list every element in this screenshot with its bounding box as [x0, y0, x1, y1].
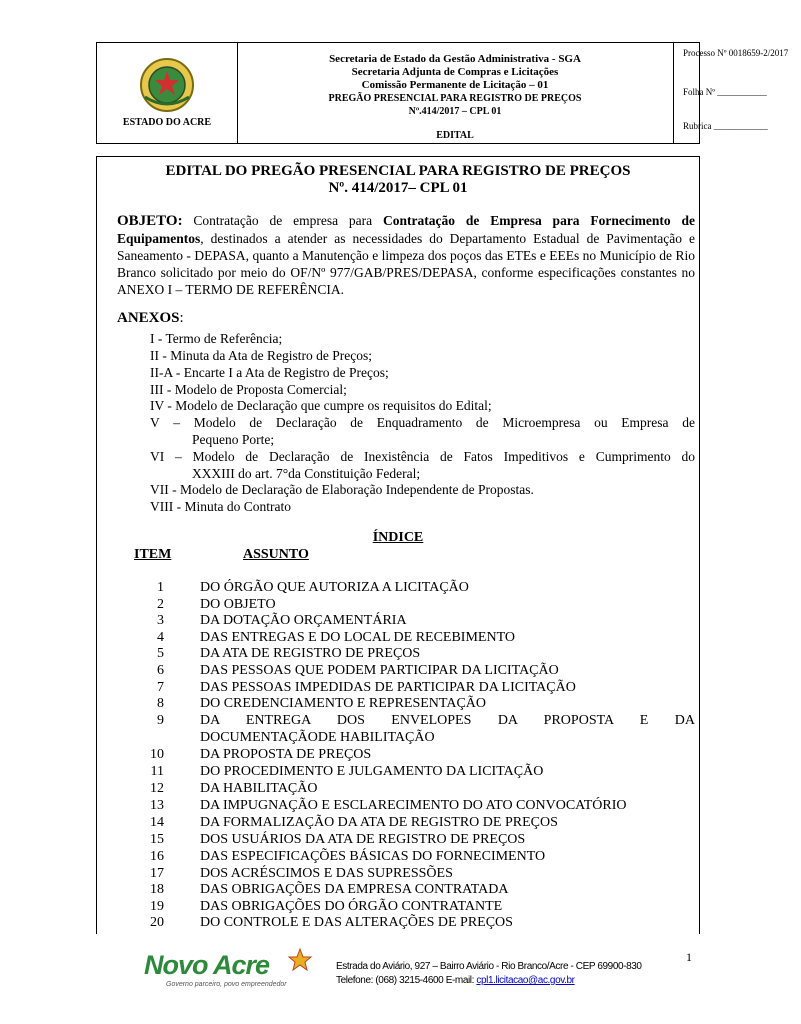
footer-address — [336, 960, 642, 988]
indice-item-number: 10 — [150, 747, 164, 762]
indice-item-subject: DA DOTAÇÃO ORÇAMENTÁRIA — [200, 613, 407, 628]
title-line: Nº. 414/2017– CPL 01 — [328, 180, 468, 196]
indice-item-subject: DA IMPUGNAÇÃO E ESCLARECIMENTO DO ATO CONVOCATÓRIO — [200, 798, 627, 813]
indice-item-number: 18 — [150, 882, 164, 897]
objeto-text: Contratação de empresa para — [182, 213, 384, 228]
anexo-item-continuation: XXXIII do art. 7°da Constituição Federal; — [192, 466, 421, 481]
indice-item-subject: DO CONTROLE E DAS ALTERAÇÕES DE PREÇOS — [200, 915, 513, 930]
anexos-heading-text: ANEXOS — [117, 310, 180, 326]
indice-item-subject: DOS USUÁRIOS DA ATA DE REGISTRO DE PREÇOS — [200, 832, 526, 847]
indice-item-subject: DAS OBRIGAÇÕES DA EMPRESA CONTRATADA — [200, 882, 509, 897]
indice-item-number: 11 — [150, 764, 164, 779]
indice-item-subject: DOS ACRÉSCIMOS E DAS SUPRESSÕES — [200, 866, 453, 881]
anexo-item: VI – Modelo de Declaração de Inexistência de Fatos Impeditivos e Cumprimento do — [150, 449, 695, 464]
anexo-item: VII - Modelo de Declaração de Elaboração Independente de Propostas. — [150, 482, 534, 497]
header-process-cell — [675, 43, 801, 143]
processo-number: Processo Nº 0018659-2/2017 — [683, 48, 789, 58]
indice-item-subject: DA FORMALIZAÇÃO DA ATA DE REGISTRO DE PREÇOS — [200, 815, 558, 830]
agency-line: PREGÃO PRESENCIAL PARA REGISTRO DE PREÇOS — [328, 93, 582, 104]
title-line: EDITAL DO PREGÃO PRESENCIAL PARA REGISTRO DE PREÇOS — [165, 163, 631, 179]
logo-text: Novo Acre — [144, 950, 270, 980]
indice-item-subject: DA PROPOSTA DE PREÇOS — [200, 747, 372, 762]
objeto-label: OBJETO: — [117, 213, 183, 229]
objeto-paragraph — [117, 212, 695, 298]
anexo-item: II-A - Encarte I a Ata de Registro de Preços; — [150, 365, 389, 380]
indice-item-number: 4 — [157, 630, 164, 645]
indice-item-number: 9 — [157, 713, 164, 728]
indice-item-subject: DAS PESSOAS QUE PODEM PARTICIPAR DA LICITAÇÃO — [200, 663, 559, 678]
anexo-item: IV - Modelo de Declaração que cumpre os requisitos do Edital; — [150, 398, 492, 413]
acre-coat-of-arms-icon — [139, 57, 195, 113]
indice-item-number: 6 — [157, 663, 164, 678]
phone-text: Telefone: (068) 3215-4600 E-mail: — [336, 975, 477, 986]
edital-label: EDITAL — [436, 130, 474, 141]
indice-item-number: 15 — [150, 832, 164, 847]
star-icon — [288, 948, 312, 972]
folha-field: Folha Nº ___________ — [683, 87, 767, 97]
objeto-text: , destinados a atender as necessidades do Departamento Estadual de Pavimentação e Saneamento - DEPASA, quanto a Manutenção e limpeza dos poços das ETEs e EEEs no Município de Rio Branco solicitado por meio do OF/Nº 977/GAB/PRES/DEPASA, conforme especificações constantes no ANEXO I – TERMO DE REFERÊNCIA. — [117, 231, 695, 297]
header-table — [96, 42, 789, 144]
rubrica-field: Rubrica ____________ — [683, 121, 768, 131]
novo-acre-logo — [144, 950, 324, 992]
logo-tagline: Governo parceiro, povo empreendedor — [166, 981, 287, 988]
indice-item-number: 19 — [150, 899, 164, 914]
indice-item-subject: DA HABILITAÇÃO — [200, 781, 318, 796]
indice-item-number: 8 — [157, 696, 164, 711]
agency-line: Secretaria Adjunta de Compras e Licitações — [351, 66, 559, 78]
anexo-item: I - Termo de Referência; — [150, 331, 283, 346]
indice-item-subject: DOCUMENTAÇÃODE HABILITAÇÃO — [200, 730, 435, 745]
indice-item-subject: DO PROCEDIMENTO E JULGAMENTO DA LICITAÇÃO — [200, 764, 544, 779]
email-link[interactable]: cpl1.licitacao@ac.gov.br — [476, 975, 575, 986]
indice-item-number: 5 — [157, 646, 164, 661]
indice-item-number: 20 — [150, 915, 164, 930]
indice-col-assunto: ASSUNTO — [243, 547, 309, 562]
indice-item-number: 7 — [157, 680, 164, 695]
anexo-item-continuation: Pequeno Porte; — [192, 432, 275, 447]
document-title — [96, 163, 700, 197]
anexos-colon: : — [179, 310, 184, 326]
indice-item-subject: DO OBJETO — [200, 597, 276, 612]
objeto-bold-text: Contratação de Empresa para Fornecimento de Equipamentos — [117, 213, 695, 246]
address-line: Estrada do Aviário, 927 – Bairro Aviário - Rio Branco/Acre - CEP 69900-830 — [336, 961, 642, 972]
indice-item-number: 17 — [150, 866, 164, 881]
indice-item-subject: DA ATA DE REGISTRO DE PREÇOS — [200, 646, 421, 661]
indice-item-subject: DAS ESPECIFICAÇÕES BÁSICAS DO FORNECIMENTO — [200, 849, 546, 864]
anexo-item: III - Modelo de Proposta Comercial; — [150, 382, 347, 397]
indice-item-subject: DAS OBRIGAÇÕES DO ÓRGÃO CONTRATANTE — [200, 899, 503, 914]
state-label: ESTADO DO ACRE — [122, 117, 212, 128]
header-agency-cell — [237, 43, 674, 143]
anexo-item: VIII - Minuta do Contrato — [150, 499, 291, 514]
indice-item-number: 1 — [157, 580, 164, 595]
indice-item-subject: DA ENTREGA DOS ENVELOPES DA PROPOSTA E DA — [200, 713, 695, 728]
indice-item-subject: DO ÓRGÃO QUE AUTORIZA A LICITAÇÃO — [200, 580, 469, 595]
indice-heading: ÍNDICE — [372, 530, 424, 545]
indice-item-number: 2 — [157, 597, 164, 612]
indice-col-item: ITEM — [134, 547, 172, 562]
anexo-item: II - Minuta da Ata de Registro de Preços; — [150, 348, 372, 363]
indice-item-number: 16 — [150, 849, 164, 864]
indice-item-subject: DO CREDENCIAMENTO E REPRESENTAÇÃO — [200, 696, 487, 711]
agency-line: Nº.414/2017 – CPL 01 — [408, 106, 502, 117]
agency-line: Comissão Permanente de Licitação – 01 — [361, 79, 549, 91]
indice-item-number: 3 — [157, 613, 164, 628]
indice-item-number: 14 — [150, 815, 164, 830]
header-seal-cell — [97, 43, 238, 143]
indice-item-subject: DAS PESSOAS IMPEDIDAS DE PARTICIPAR DA LICITAÇÃO — [200, 680, 576, 695]
anexos-heading — [117, 310, 184, 327]
indice-item-number: 12 — [150, 781, 164, 796]
page-number: 1 — [686, 950, 692, 964]
agency-line: Secretaria de Estado da Gestão Administrativa - SGA — [329, 53, 581, 65]
contact-line — [336, 974, 642, 988]
indice-item-subject: DAS ENTREGAS E DO LOCAL DE RECEBIMENTO — [200, 630, 515, 645]
anexo-item: V – Modelo de Declaração de Enquadramento de Microempresa ou Empresa de — [150, 415, 695, 430]
indice-item-number: 13 — [150, 798, 164, 813]
